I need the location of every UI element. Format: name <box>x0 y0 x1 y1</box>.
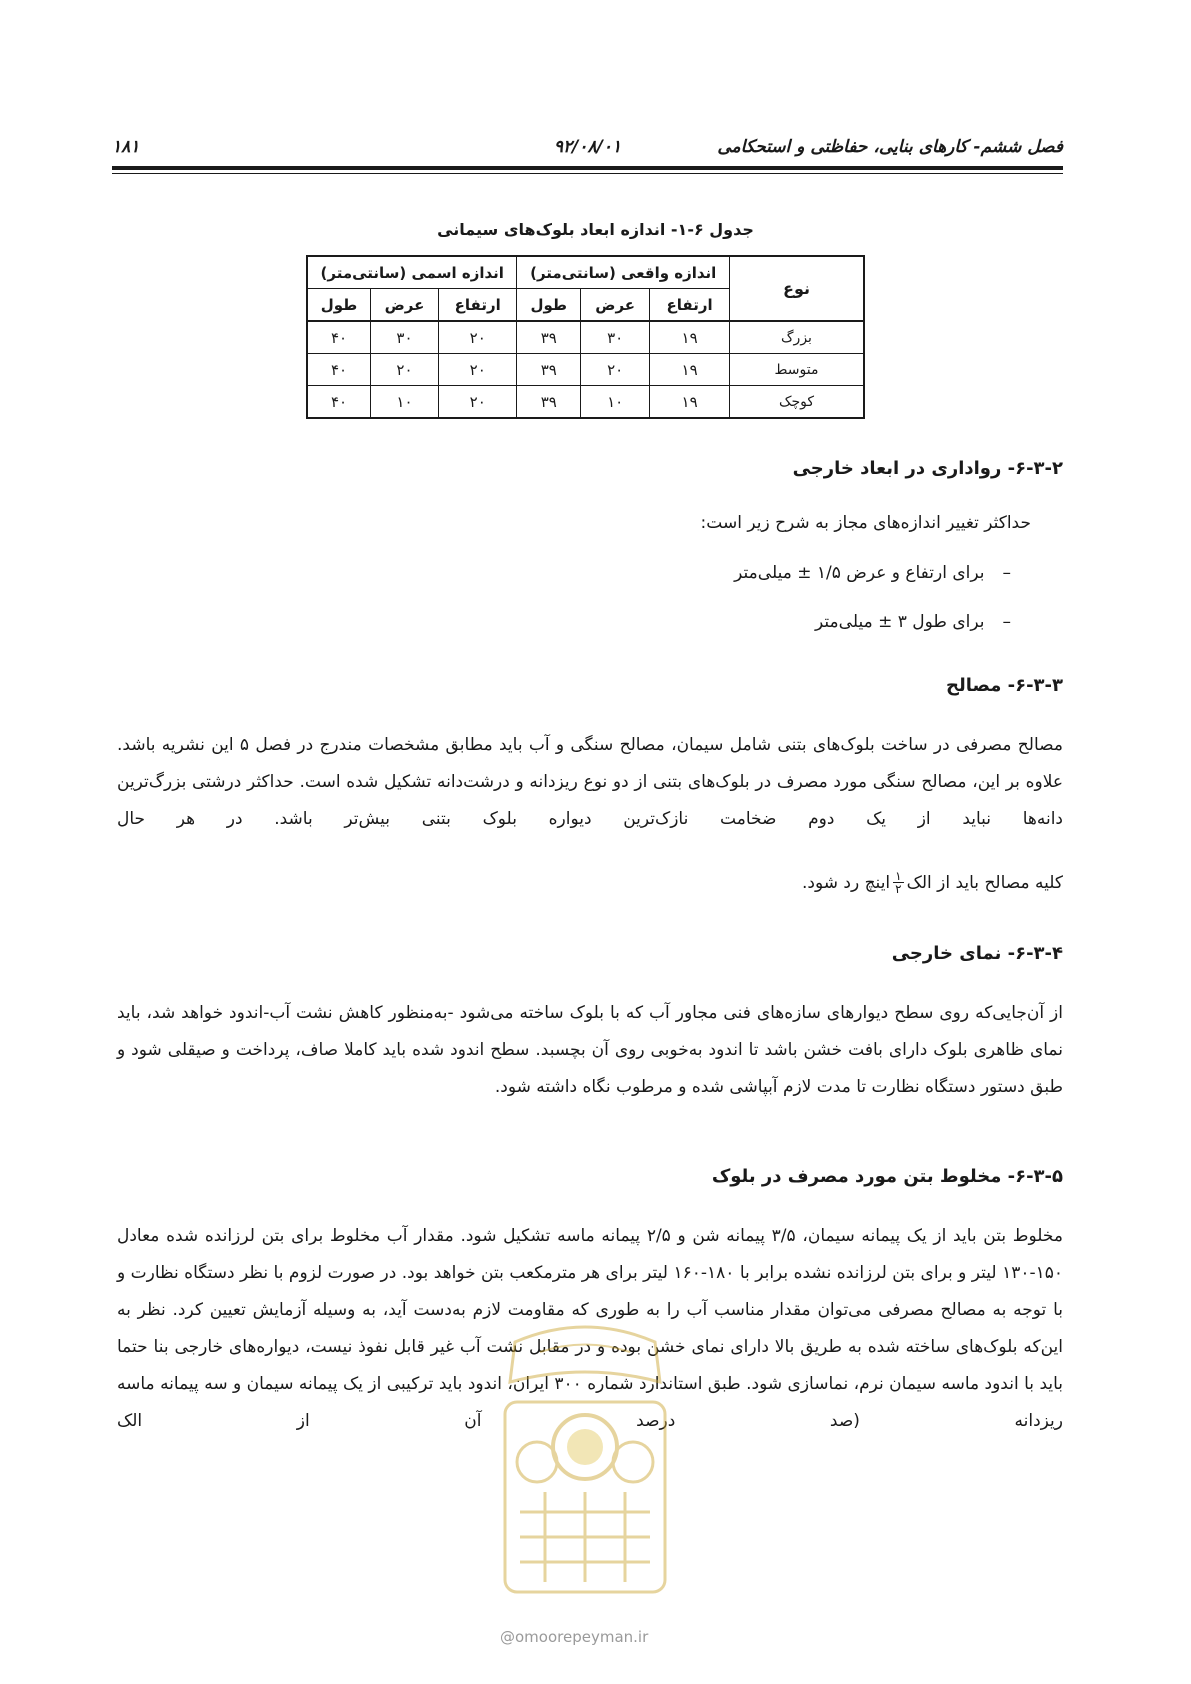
table-cell: ۲۰ <box>581 354 650 386</box>
paragraph-last-line <box>802 870 1063 895</box>
table-row <box>307 354 864 386</box>
bullet-dash: – <box>1002 563 1011 583</box>
table-cell: ۲۰ <box>371 354 439 386</box>
fraction-numerator: ۱ <box>895 869 902 883</box>
table-cell: ۲۰ <box>438 354 517 386</box>
column-group-nominal: اندازه اسمی (سانتی‌متر) <box>307 256 517 289</box>
paragraph-text: اینچ رد شود. <box>802 872 891 893</box>
column-header-width: عرض <box>581 289 650 322</box>
page-number: ۱۸۱ <box>112 137 140 157</box>
table-cell: ۳۹ <box>517 386 581 419</box>
header-rule <box>112 166 1063 170</box>
table-cell: ۳۹ <box>517 321 581 354</box>
table-cell: ۲۰ <box>438 386 517 419</box>
fraction-denominator: ۲ <box>895 882 902 896</box>
page-header <box>112 130 1063 164</box>
table-cell: ۴۰ <box>307 321 371 354</box>
section-heading: ۶-۳-۲- رواداری در ابعاد خارجی <box>792 458 1063 479</box>
section-heading: ۶-۳-۵- مخلوط بتن مورد مصرف در بلوک <box>711 1166 1063 1187</box>
table-cell: کوچک <box>730 386 865 419</box>
watermark-url: @omoorepeyman.ir <box>500 1628 649 1646</box>
paragraph: مصالح مصرفی در ساخت بلوک‌های بتنی شامل سیمان، مصالح سنگی و آب باید مطابق مشخصات مندرج در فصل ۵ این نشریه باشد. علاوه بر این، مصالح سنگی مورد مصرف در بلوک‌های بتنی از دو نوع ریزدانه و درشت‌دانه تشکیل شده است. حداکثر درشتی بزرگ‌ترین دانه‌ها نباید از یک دوم ضخامت نازک‌ترین دیواره بلوک بتنی بیش‌تر باشد. در هر حال <box>117 735 1063 829</box>
header-rule-thin <box>112 173 1063 174</box>
block-dimensions-table <box>306 255 865 419</box>
column-header-width: عرض <box>371 289 439 322</box>
column-header-length: طول <box>517 289 581 322</box>
paragraph: مخلوط بتن باید از یک پیمانه سیمان، ۳/۵ پیمانه شن و ۲/۵ پیمانه ماسه تشکیل شود. مقدار آب مخلوط برای بتن لرزانده شده معادل ۱۵۰-۱۳۰ لیتر و برای بتن لرزانده نشده برابر با ۱۸۰-۱۶۰ لیتر برای هر مترمکعب بتن خواهد بود. در صورت لزوم با نظر دستگاه نظارت و با توجه به مصالح مصرفی می‌توان مقدار مناسب آب را به طوری که مقاومت لازم به‌دست آید، به وسیله آزمایش تعیین کرد. نظر به این‌که بلوک‌های ساخته شده به طریق بالا دارای نمای خشن بوده و در مقابل نشت آب غیر قابل نفوذ نیست، دیواره‌های خارجی بنا حتما باید با اندود ماسه سیمان نرم، نماسازی شود. طبق استاندارد شماره ۳۰۰ ایران، اندود باید ترکیبی از یک پیمانه سیمان و سه پیمانه ماسه ریزدانه (صد درصد آن از الک <box>117 1226 1064 1431</box>
column-header-height: ارتفاع <box>650 289 730 322</box>
table-cell: ۱۹ <box>650 354 730 386</box>
paragraph: از آن‌جایی‌که روی سطح دیوارهای سازه‌های فنی مجاور آب که با بلوک ساخته می‌شود -به‌منظور کاهش نشت آب-اندود خواهد شد، باید نمای ظاهری بلوک دارای بافت خشن باشد تا اندود به‌خوبی روی آن بچسبد. سطح اندود شده باید کاملا صاف، پرداخت و صیقلی شود و طبق دستور دستگاه نظارت تا مدت لازم آبپاشی شده و مرطوب نگاه داشته شود. <box>117 1003 1063 1097</box>
chapter-title: فصل ششم- کارهای بنایی، حفاظتی و استحکامی <box>717 137 1063 157</box>
fraction <box>893 870 903 895</box>
table-cell: ۴۰ <box>307 386 371 419</box>
table-row <box>307 321 864 354</box>
list-item <box>815 612 1011 632</box>
table-cell: ۳۰ <box>371 321 439 354</box>
table-cell: ۱۹ <box>650 321 730 354</box>
table-row <box>307 386 864 419</box>
table-cell: ۳۹ <box>517 354 581 386</box>
paragraph-text: کلیه مصالح باید از الک <box>906 872 1063 893</box>
watermark-seal-icon <box>485 1322 685 1622</box>
column-header-length: طول <box>307 289 371 322</box>
list-item-text: برای طول ۳ ± میلی‌متر <box>815 612 985 632</box>
list-item-text: برای ارتفاع و عرض ۱/۵ ± میلی‌متر <box>734 563 985 583</box>
header-date: ۹۲/۰۸/۰۱ <box>553 137 622 157</box>
table-cell: بزرگ <box>730 321 865 354</box>
section-heading: ۶-۳-۳- مصالح <box>945 675 1063 696</box>
table-cell: ۱۰ <box>371 386 439 419</box>
table-caption: جدول ۶-۱- اندازه ابعاد بلوک‌های سیمانی <box>437 220 754 239</box>
table-cell: ۲۰ <box>438 321 517 354</box>
table-cell: ۳۰ <box>581 321 650 354</box>
bullet-dash: – <box>1002 612 1011 632</box>
column-header-height: ارتفاع <box>438 289 517 322</box>
column-header-type: نوع <box>730 256 865 321</box>
paragraph-line: حداکثر تغییر اندازه‌های مجاز به شرح زیر است: <box>700 513 1031 533</box>
list-item <box>734 563 1011 583</box>
column-group-actual: اندازه واقعی (سانتی‌متر) <box>517 256 730 289</box>
table-cell: ۱۹ <box>650 386 730 419</box>
table-cell: ۴۰ <box>307 354 371 386</box>
table-cell: متوسط <box>730 354 865 386</box>
section-heading: ۶-۳-۴- نمای خارجی <box>891 943 1063 964</box>
table-cell: ۱۰ <box>581 386 650 419</box>
